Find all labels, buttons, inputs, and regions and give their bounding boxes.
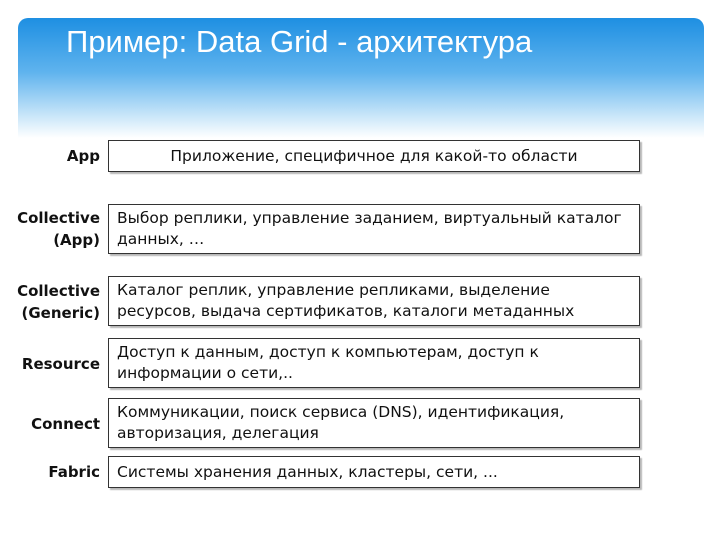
- layer-label-line: Collective: [17, 282, 100, 300]
- layer-description: Коммуникации, поиск сервиса (DNS), идентификация, авторизация, делегация: [117, 403, 565, 442]
- layer-box-collective-app: [108, 204, 640, 254]
- layer-description: Каталог реплик, управление репликами, выделение ресурсов, выдача сертификатов, каталоги метаданных: [117, 281, 575, 320]
- layer-label-line: (App): [53, 231, 100, 249]
- layer-label-resource: [22, 353, 100, 375]
- layer-box-app: [108, 140, 640, 172]
- slide-title: Пример: Data Grid - архитектура: [66, 24, 533, 59]
- layer-label-collective-app: [17, 207, 100, 251]
- layer-description: Приложение, специфичное для какой-то области: [170, 146, 578, 165]
- layer-box-fabric: [108, 456, 640, 488]
- layer-label-line: Connect: [31, 415, 100, 433]
- layer-box-collective-generic: [108, 276, 640, 326]
- layer-label-line: Fabric: [48, 463, 100, 481]
- layer-box-resource: [108, 338, 640, 388]
- layer-label-collective-generic: [17, 280, 100, 324]
- layer-label-line: Collective: [17, 209, 100, 227]
- layer-label-line: App: [66, 147, 100, 165]
- layer-label-line: (Generic): [21, 304, 100, 322]
- layer-label-fabric: [48, 461, 100, 483]
- layer-box-connect: [108, 398, 640, 448]
- layer-description: Системы хранения данных, кластеры, сети, ...: [117, 462, 498, 481]
- layer-description: Доступ к данным, доступ к компьютерам, доступ к информации о сети,..: [117, 343, 539, 382]
- layer-label-app: [67, 145, 100, 167]
- layer-label-line: Resource: [21, 355, 100, 373]
- layer-label-connect: [31, 413, 100, 435]
- layer-description: Выбор реплики, управление заданием, виртуальный каталог данных, …: [117, 209, 622, 248]
